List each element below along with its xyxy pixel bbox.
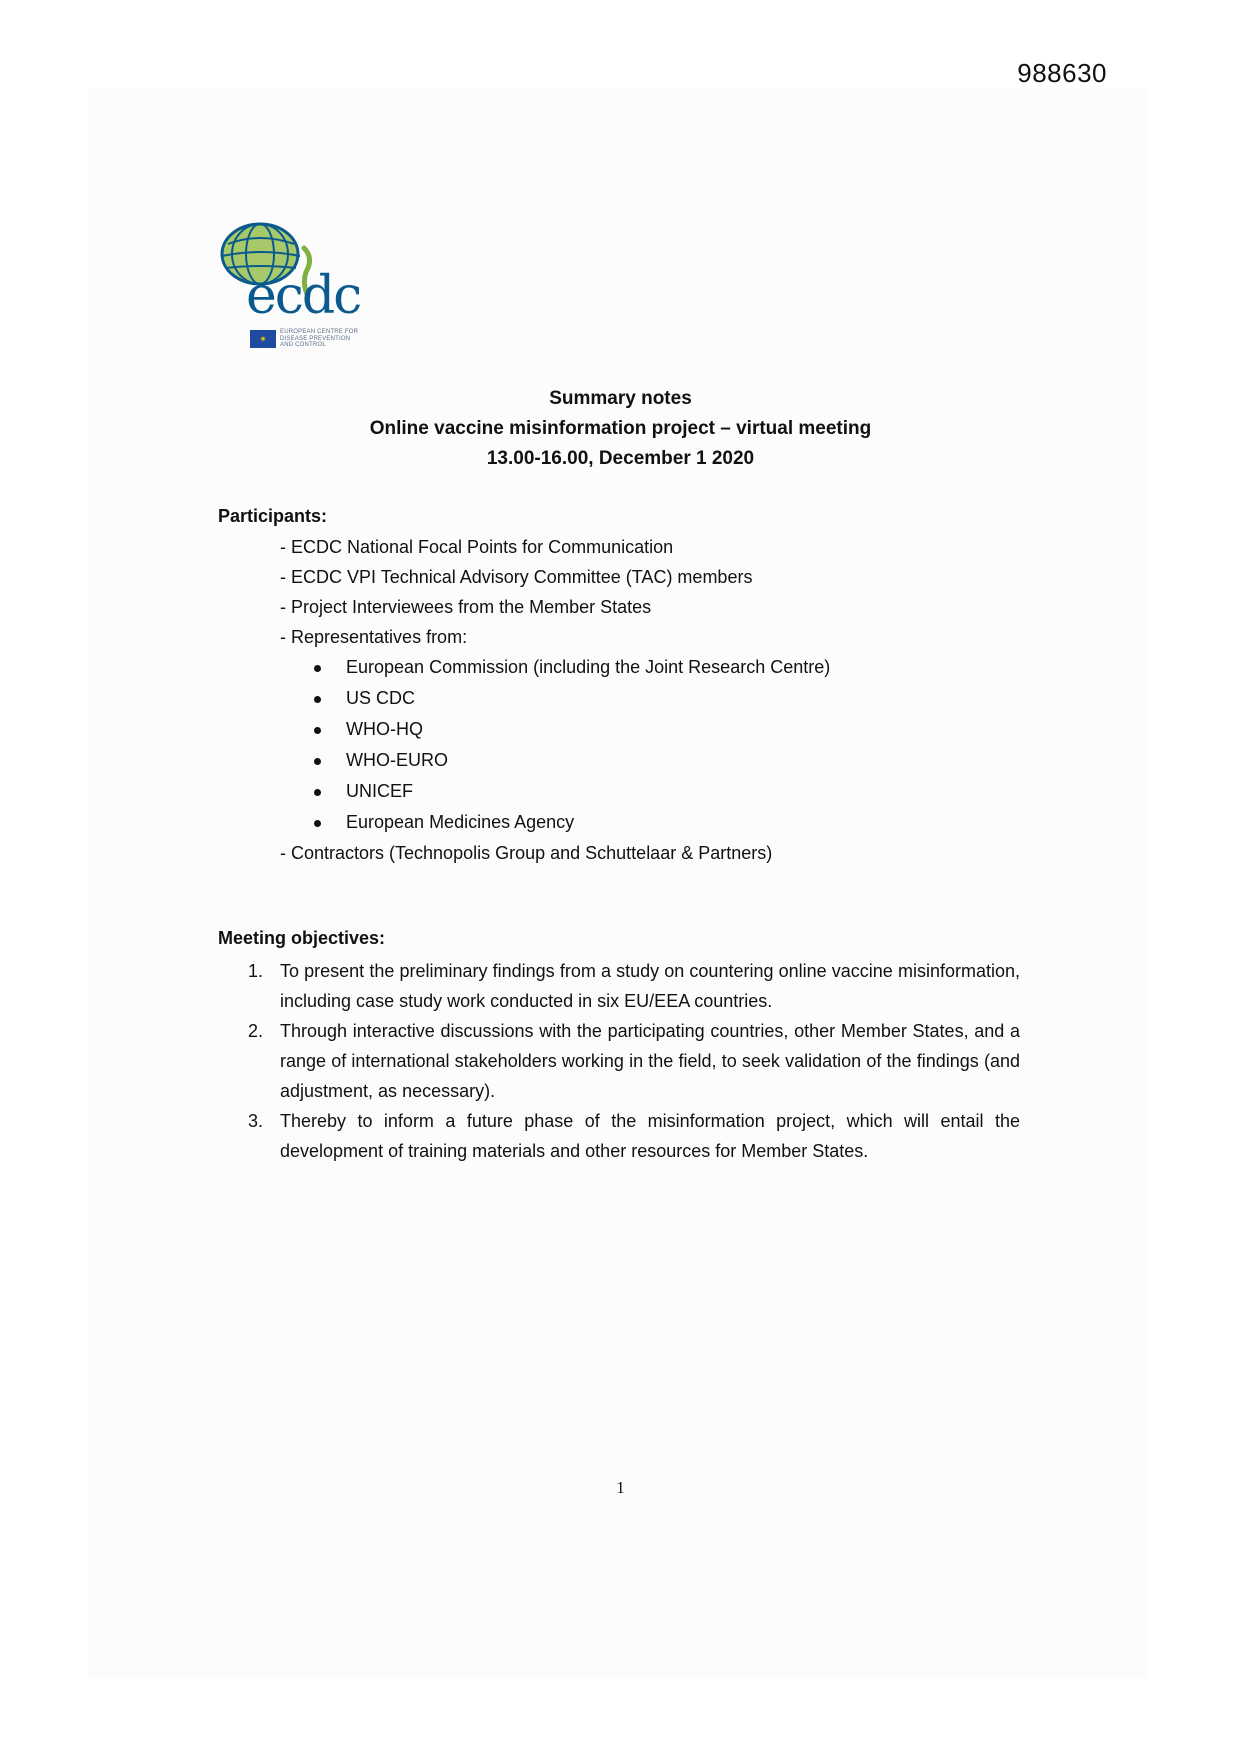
representative-item: European Medicines Agency (314, 807, 830, 838)
participant-item-contractors: - Contractors (Technopolis Group and Schuttelaar & Partners) (280, 843, 773, 863)
logo-tagline-line: AND CONTROL (280, 342, 326, 348)
objective-item (240, 956, 1020, 1016)
objective-item (240, 1106, 1020, 1166)
representatives-list (280, 652, 830, 838)
representative-item: WHO-EURO (314, 745, 830, 776)
page-number: 1 (616, 1478, 625, 1497)
representative-item: WHO-HQ (314, 714, 830, 745)
ecdc-logo (218, 218, 368, 354)
logo-tagline-line: DISEASE PREVENTION (280, 335, 351, 342)
logo-tagline (280, 329, 370, 349)
objective-item (240, 1016, 1020, 1106)
objective-number: 3. (248, 1111, 264, 1131)
participant-item: - Project Interviewees from the Member States (280, 597, 652, 617)
participants-list (280, 532, 830, 868)
objective-text: Thereby to inform a future phase of the misinformation project, which will entail the development of training materials and other resources for Member States. (280, 1111, 1020, 1161)
representative-item: US CDC (314, 683, 830, 714)
logo-tagline-line: EUROPEAN CENTRE FOR (280, 329, 359, 335)
objective-number: 1. (248, 961, 264, 981)
objective-text: To present the preliminary findings from a study on countering online vaccine misinformation, including case study work conducted in six EU/EEA countries. (280, 961, 1020, 1011)
objectives-list (240, 956, 1020, 1166)
objectives-heading: Meeting objectives: (218, 928, 386, 948)
title-line-3: 13.00-16.00, December 1 2020 (486, 448, 755, 469)
title-line-2: Online vaccine misinformation project – virtual meeting (369, 418, 872, 439)
document-id: 988630 (1017, 58, 1107, 88)
objective-text: Through interactive discussions with the participating countries, other Member States, and a range of international stakeholders working in the field, to seek validation of the findings (and adjustment, as necessary). (280, 1021, 1020, 1101)
representative-item: UNICEF (314, 776, 830, 807)
document-title (0, 384, 1241, 474)
participant-item: - Representatives from: (280, 627, 468, 647)
title-line-1: Summary notes (549, 388, 692, 409)
participant-item: - ECDC National Focal Points for Communication (280, 537, 674, 557)
participants-heading: Participants: (218, 506, 328, 526)
objective-number: 2. (248, 1021, 264, 1041)
participant-item: - ECDC VPI Technical Advisory Committee (TAC) members (280, 567, 753, 587)
eu-flag-icon: ✶ (250, 330, 276, 348)
logo-letters: ecdc (246, 266, 361, 326)
representative-item: European Commission (including the Joint Research Centre) (314, 652, 830, 683)
